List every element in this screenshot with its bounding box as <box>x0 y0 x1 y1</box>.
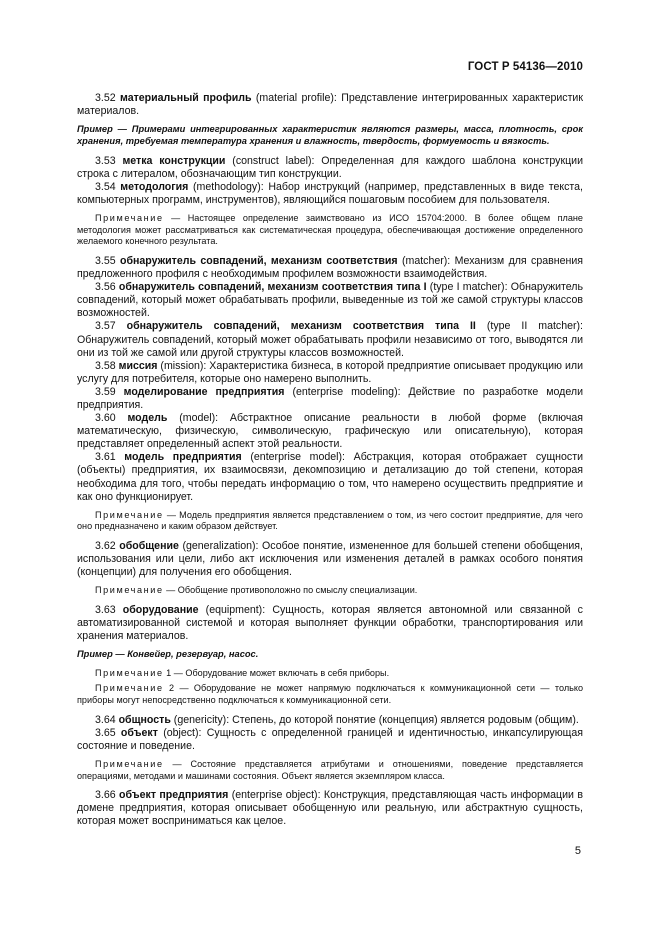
definition-number: 3.58 <box>95 359 116 372</box>
page-number: 5 <box>574 845 581 857</box>
definition-number: 3.53 <box>95 154 116 167</box>
term-definition: (genericity): Степень, до которой понятие (концепция) является родовым (общим). <box>170 713 579 726</box>
note-label: Примечание <box>95 585 164 596</box>
term-name: объект предприятия <box>119 789 229 802</box>
note-label: Примечание <box>95 509 164 520</box>
example-label: Пример — <box>77 649 128 660</box>
definition-3-64 <box>77 714 583 727</box>
note-label: Примечание <box>95 667 164 678</box>
definition-3-63 <box>77 604 583 643</box>
definition-number: 3.54 <box>95 180 116 193</box>
definition-number: 3.52 <box>95 92 116 104</box>
term-name: обнаружитель совпадений, механизм соответствия типа II <box>126 320 476 333</box>
term-definition: (enterprise model): Абстракция, которая отображает сущности (объекты) предприятия, их взаимосвязи, декомпозицию и детализацию до той степени, которая необходима для того, чтобы передать информацию о том, что намерено осуществить предприятие и как оно функционирует. <box>77 451 583 503</box>
definition-3-65 <box>77 727 583 753</box>
note-label: Примечание <box>95 683 164 694</box>
note-label: Примечание <box>95 758 164 769</box>
term-name: обнаружитель совпадений, механизм соответствия типа I <box>118 281 427 294</box>
term-definition: (model): Абстрактное описание реальности в любой форме (включая математическую, физическую, символическую, графическую или описательную), которая представляет определенный аспект этой реальности. <box>77 412 584 451</box>
example-3-63 <box>77 649 583 661</box>
term-name: материальный профиль <box>120 92 252 104</box>
definitions-content <box>77 92 583 828</box>
definition-number: 3.66 <box>95 789 116 802</box>
example-3-52 <box>77 124 583 148</box>
definition-3-52 <box>77 92 583 118</box>
note-3-62 <box>77 585 583 597</box>
term-name: оборудование <box>122 603 199 616</box>
note-text: 2 — Оборудование не может напрямую подключаться к коммуникационной сети — только приборы могут непосредственно подключаться к коммуникационной сети. <box>77 683 583 706</box>
note-3-63-1 <box>77 668 583 680</box>
note-3-54 <box>77 213 583 248</box>
term-definition: (mission): Характеристика бизнеса, в которой предприятие описывает продукцию или услугу для потребителя, которые оно намерено выполнить. <box>77 359 583 385</box>
example-text: Конвейер, резервуар, насос. <box>127 649 259 660</box>
term-name: метка конструкции <box>122 154 226 167</box>
definition-3-66 <box>77 789 583 828</box>
term-name: общность <box>118 713 171 726</box>
term-name: моделирование предприятия <box>123 385 285 398</box>
term-definition: (type II matcher): Обнаружитель совпадений, который может обрабатывать профили независимо от того, выводятся ли они из той же самой или другой структуры классов возможностей. <box>77 320 583 359</box>
note-text: — Обобщение противоположно по смыслу специализации. <box>163 585 418 596</box>
term-definition: (enterprise object): Конструкция, представляющая часть информации в домене предприятия, которая описывает обобщенную или реальную, или абстрактную сущность, которая может восприниматься как целое. <box>77 789 583 828</box>
definition-3-60 <box>77 412 583 451</box>
definition-3-62 <box>77 540 583 579</box>
term-name: модель <box>127 412 168 425</box>
definition-3-61 <box>77 451 583 503</box>
definition-3-54 <box>77 181 583 207</box>
definition-3-55 <box>77 255 583 281</box>
note-text: — Настоящее определение заимствовано из ИСО 15704:2000. В более общем плане методология может рассматриваться как систематическая процедура, обеспечивающая достижение определенного желаемого конечного результата. <box>77 213 583 247</box>
definition-3-58 <box>77 360 583 386</box>
term-definition: (equipment): Сущность, которая является автономной или связанной с автоматизированной системой и которая выполняет функции обработки, транспортирования или хранения материалов. <box>77 603 583 642</box>
term-name: объект <box>120 726 158 739</box>
term-definition: (matcher): Механизм для сравнения предложенного профиля с необходимым профилем возможности взаимодействия. <box>77 254 583 281</box>
definition-number: 3.61 <box>95 451 116 464</box>
definition-number: 3.63 <box>95 603 116 616</box>
term-name: обнаружитель совпадений, механизм соответствия <box>120 254 398 267</box>
definition-3-56 <box>77 281 583 320</box>
term-definition: (type I matcher): Обнаружитель совпадений, который может обрабатывать профили, выведенные из той же самой структуры классов возможностей. <box>77 281 583 320</box>
definition-number: 3.56 <box>95 281 116 294</box>
definition-number: 3.57 <box>95 320 116 333</box>
definition-number: 3.60 <box>95 412 116 425</box>
definition-number: 3.59 <box>95 385 116 398</box>
note-label: Примечание <box>95 213 164 224</box>
definition-number: 3.64 <box>95 713 116 726</box>
term-definition: (material profile): Представление интегрированных характеристик материалов. <box>77 92 583 118</box>
note-3-65 <box>77 759 583 782</box>
standard-number-header: ГОСТ Р 54136—2010 <box>467 61 583 73</box>
note-3-63-2 <box>77 683 583 706</box>
example-text: Примерами интегрированных характеристик являются размеры, масса, плотность, срок хранения, требуемая температура хранения и влажность, твердость, формуемость и вязкость. <box>77 124 583 146</box>
term-name: модель предприятия <box>124 451 242 464</box>
note-text: 1 — Оборудование может включать в себя приборы. <box>163 667 390 678</box>
definition-number: 3.55 <box>95 254 116 267</box>
definition-number: 3.65 <box>95 726 116 739</box>
term-name: обобщение <box>119 539 179 552</box>
note-text: — Модель предприятия является представлением о том, из чего состоит предприятие, для чего оно предназначено и каким образом действует. <box>77 509 583 532</box>
term-name: миссия <box>118 359 158 372</box>
term-definition: (object): Сущность с определенной границей и идентичностью, инкапсулирующая состояние и поведение. <box>77 726 583 752</box>
definition-3-57 <box>77 320 583 359</box>
definition-3-59 <box>77 386 583 412</box>
term-definition: (methodology): Набор инструкций (например, представленных в виде текста, компьютерных программ, инструментов), являющийся пошаговым пособием для пользователя. <box>77 180 583 207</box>
note-3-61 <box>77 510 583 533</box>
example-label: Пример — <box>77 124 132 135</box>
definition-3-53 <box>77 155 583 181</box>
term-definition: (enterprise modeling): Действие по разработке модели предприятия. <box>77 385 583 411</box>
note-text: — Состояние представляется атрибутами и отношениями, поведение представляется операциями, методами и машинами состояния. Объект является экземпляром класса. <box>77 758 583 781</box>
term-definition: (generalization): Особое понятие, измененное для большей степени обобщения, использования или цели, либо акт исключения или изменения деталей в рамках особого понятия (концепции) для получения его обобщения. <box>77 539 583 579</box>
term-name: методология <box>120 180 189 193</box>
definition-number: 3.62 <box>95 539 116 552</box>
term-definition: (construct label): Определенная для каждого шаблона конструкции строка с литералом, обозначающим тип конструкции. <box>77 154 584 180</box>
